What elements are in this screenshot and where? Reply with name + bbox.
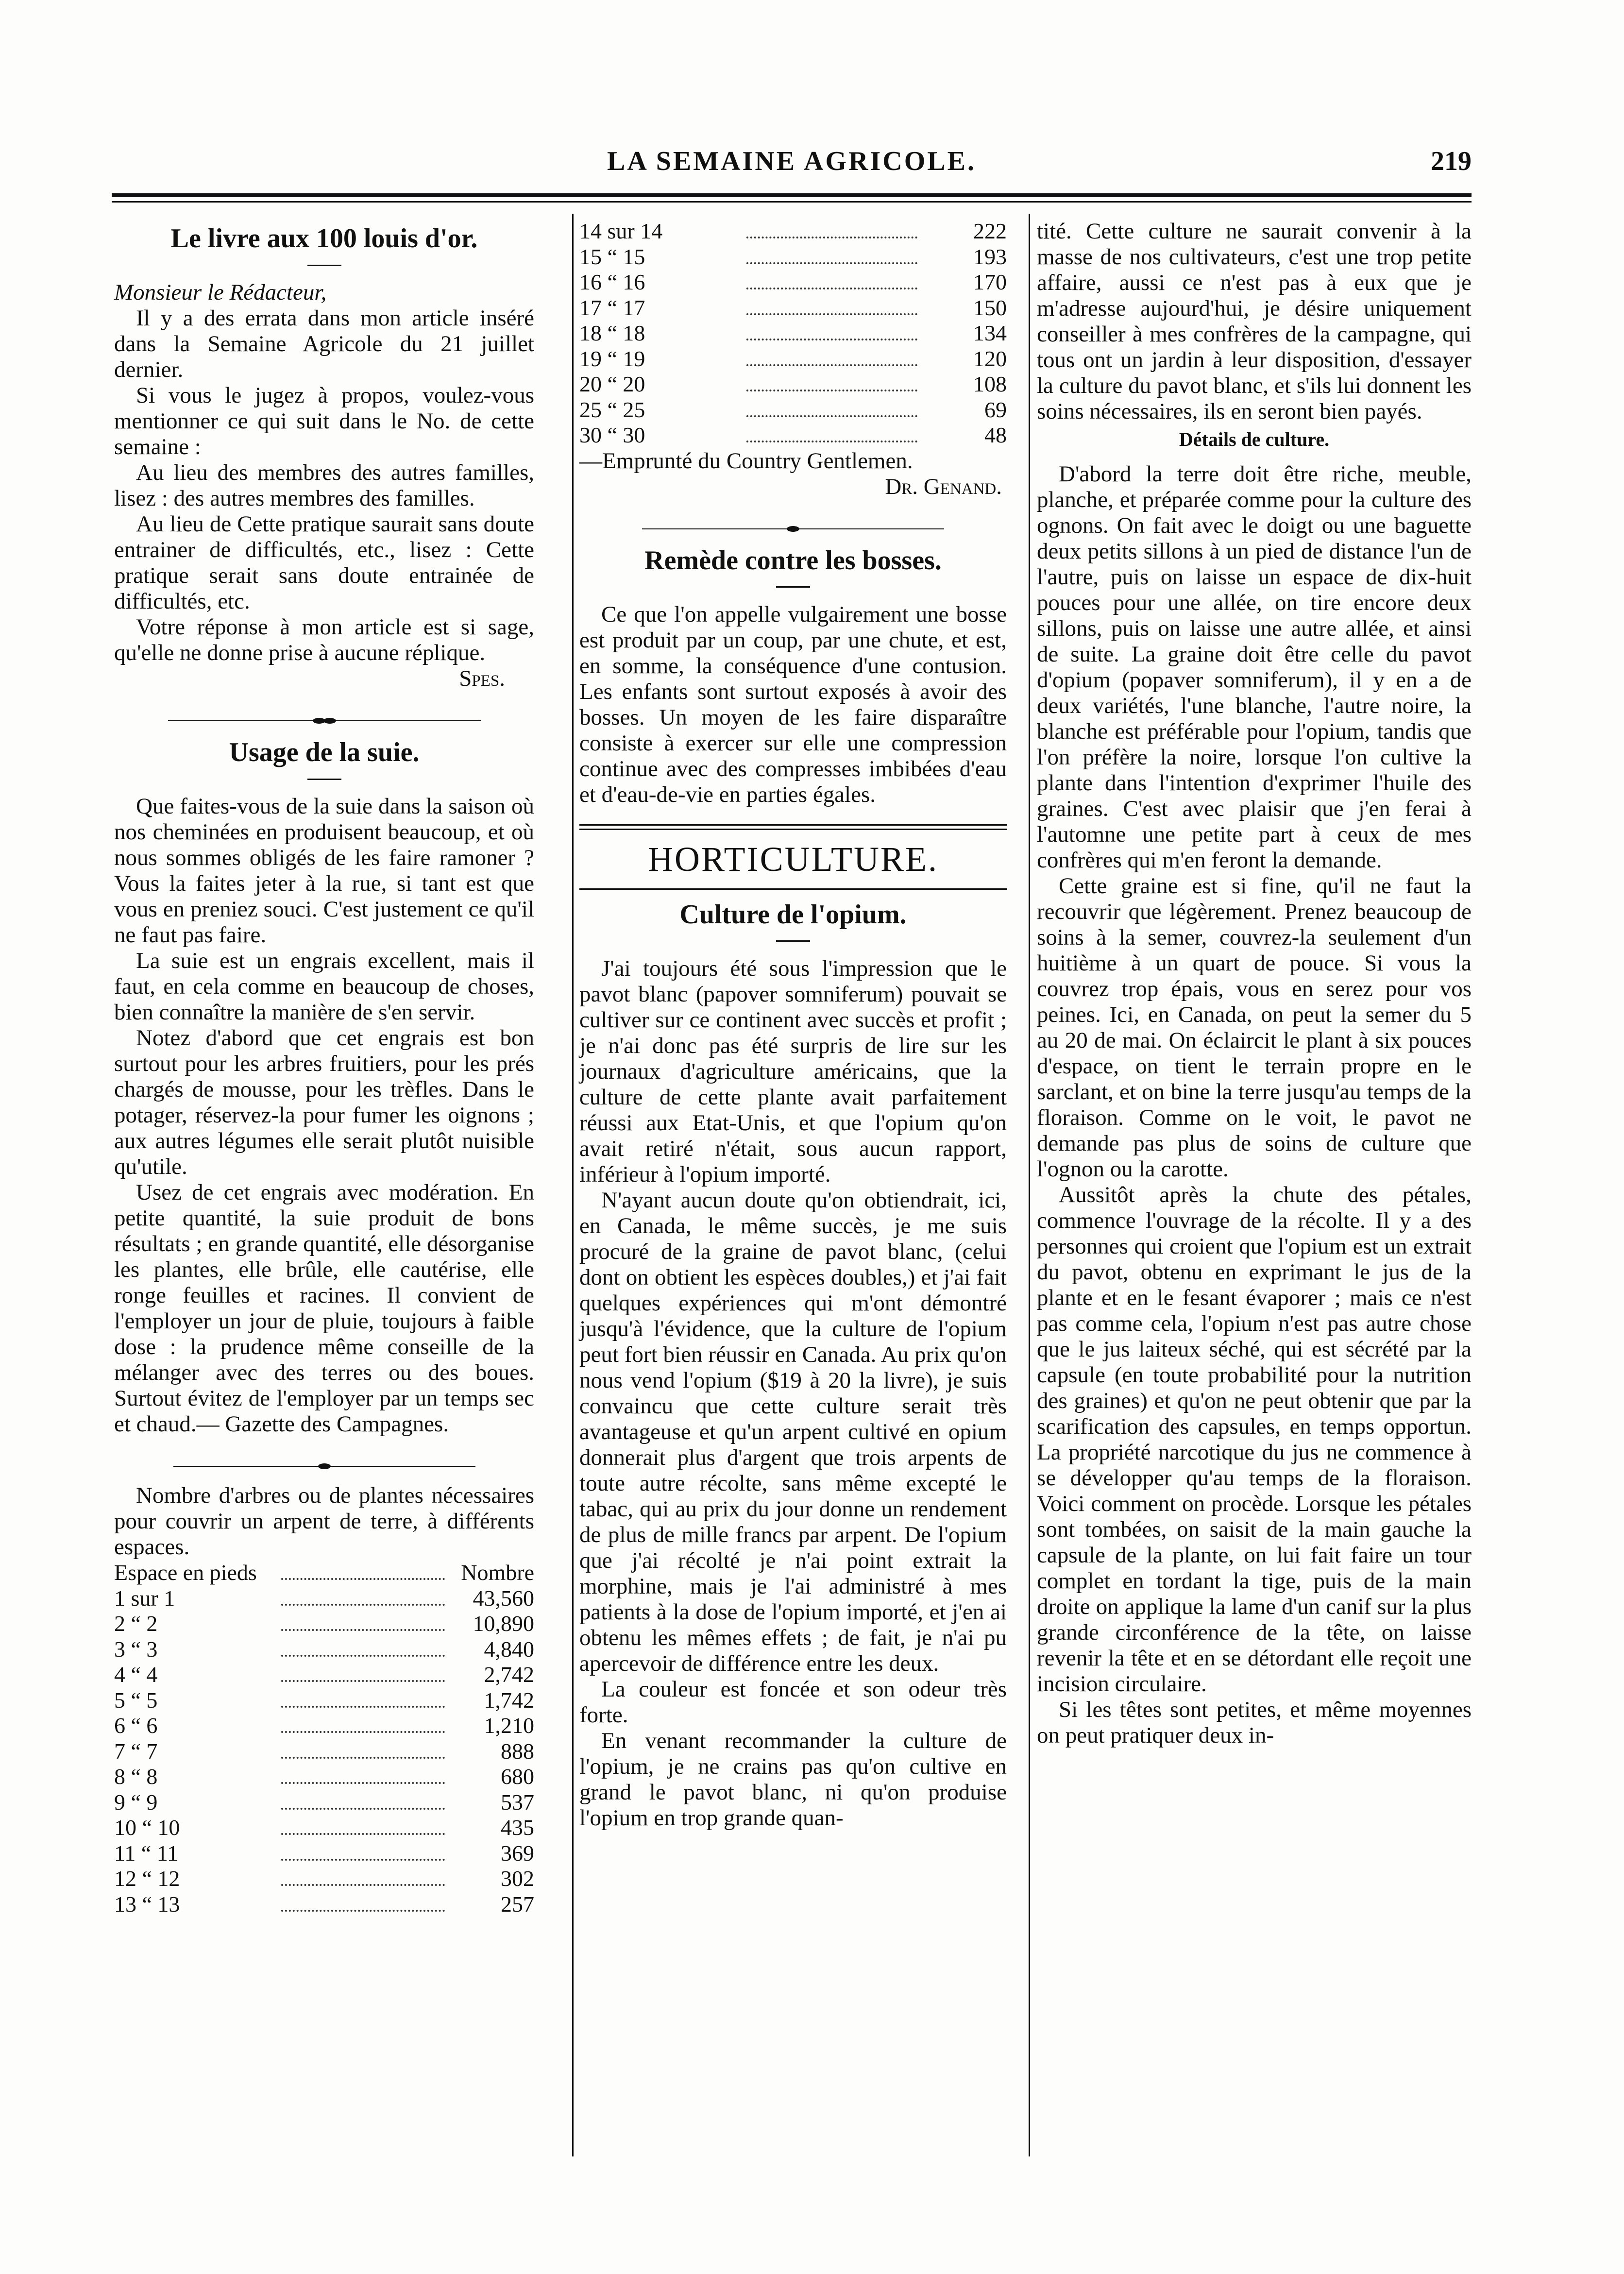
leader-dots	[740, 219, 924, 244]
count-cell: 108	[973, 372, 1007, 396]
separator-ornament	[579, 514, 1007, 529]
table-row	[114, 1662, 534, 1688]
spacing-cell: 18 “ 18	[579, 321, 645, 345]
count-cell: 888	[501, 1738, 534, 1764]
count-cell: 302	[501, 1866, 534, 1891]
running-title: LA SEMAINE AGRICOLE.	[607, 146, 976, 176]
table-row	[114, 1586, 534, 1612]
paragraph: Usez de cet engrais avec modération. En petite quantité, la suie produit de bons résultats ; en grande quantité, elle désorganise les plantes, elle brûle, elle cautérise, elle ronge feuilles et racines. Il convient de l'employer un jour de pluie, toujours à faible dose : la prudence même conseille de la mélanger avec des terres ou des boues. Surtout évitez de l'employer par un temps sec et chaud.— Gazette des Campagnes.	[114, 1180, 534, 1437]
leader-dots	[740, 270, 924, 295]
column-rule-left	[572, 214, 574, 2156]
table-row	[579, 397, 1007, 423]
spacing-cell: 13 “ 13	[114, 1891, 180, 1917]
spacing-cell: 8 “ 8	[114, 1764, 158, 1789]
spacing-cell: 14 sur 14	[579, 219, 663, 243]
paragraph: Cette graine est si fine, qu'il ne faut la recouvrir que légèrement. Prenez beaucoup de soins à la semer, couvrez-la seulement d'un huitième à un quart de pouce. Si vous la couvrez trop épais, vous en serez pour vos peines. Ici, en Canada, on peut la semer du 5 au 20 de mai. On éclaircit le plant à six pouces d'espace, on tient le terrain propre en le sarclant, et on bine la terre jusqu'au temps de la floraison. Comme on le voit, le pavot ne demande pas plus de soins de culture que l'ognon ou la carotte.	[1037, 873, 1472, 1182]
source-credit: —Emprunté du Country Gentlemen.	[579, 448, 913, 474]
leader-dots	[740, 321, 924, 346]
count-cell: 10,890	[473, 1611, 534, 1636]
paragraph: Ce que l'on appelle vulgairement une bosse est produit par un coup, par une chute, et est, en somme, la conséquence d'une contusion. Les enfants sont surtout exposés à avoir des bosses. Un moyen de les faire disparaître consiste à exercer sur elle une compression continue avec des compresses imbibées d'eau et d'eau-de-vie en parties égales.	[579, 601, 1007, 807]
table-row	[114, 1611, 534, 1637]
article-title: Le livre aux 100 louis d'or.	[170, 223, 478, 254]
leader-dots	[274, 1586, 452, 1612]
count-cell: 120	[973, 346, 1007, 371]
leader-dots	[740, 295, 924, 321]
spacing-cell: 2 “ 2	[114, 1611, 158, 1636]
leader-dots	[274, 1739, 452, 1765]
column-1	[114, 219, 534, 1917]
leader-dots	[274, 1892, 452, 1918]
page-number: 219	[1431, 146, 1472, 176]
signature: Spes.	[459, 666, 505, 691]
leader-dots	[740, 244, 924, 270]
paragraph: D'abord la terre doit être riche, meuble, planche, et préparée comme pour la culture des ognons. On fait avec le doigt ou une baguette deux petits sillons à un pied de distance l'un de l'autre, puis on laisse un espace de dix-huit pouces pour une allée, on tire encore deux sillons, puis on laisse une autre allée, et ainsi de suite. La graine doit être celle du pavot d'opium (popaver somniferum), il y en a de deux variétés, l'une blanche, l'autre noire, la blanche est préférable pour l'opium, tandis que l'on préfère la noire, lorsque l'on cultive la plante dans l'intention d'exprimer l'huile des graines. C'est avec plaisir que j'en ferai à l'automne une petite part à ceux de mes confrères qui m'en feront la demande.	[1037, 461, 1472, 873]
count-cell: 680	[501, 1764, 534, 1789]
header-rule-thick	[112, 193, 1472, 197]
count-cell: 43,560	[473, 1585, 534, 1611]
title-dash	[114, 767, 534, 787]
spacing-cell: 20 “ 20	[579, 372, 645, 396]
signature: Dr. Genand.	[885, 474, 1002, 499]
table-row	[114, 1815, 534, 1841]
paragraph: La couleur est foncée et son odeur très forte.	[579, 1676, 1007, 1728]
spacing-cell: 30 “ 30	[579, 423, 645, 447]
count-cell: 257	[501, 1891, 534, 1917]
spacing-cell: 15 “ 15	[579, 244, 645, 269]
paragraph: En venant recommander la culture de l'opium, je ne crains pas qu'on cultive en grand le pavot blanc, ni qu'on produise l'opium en trop grande quan-	[579, 1728, 1007, 1831]
count-cell: 1,210	[484, 1713, 534, 1738]
spacing-cell: 10 “ 10	[114, 1815, 180, 1840]
count-cell: 69	[984, 397, 1007, 422]
table-row	[114, 1866, 534, 1892]
leader-dots	[274, 1764, 452, 1790]
leader-dots	[274, 1815, 452, 1841]
table-row	[579, 423, 1007, 448]
section-heading: HORTICULTURE.	[647, 839, 939, 879]
paragraph: tité. Cette culture ne saurait convenir à la masse de nos cultivateurs, c'est une trop petite affaire, aussi ce n'est pas à eux que je m'adresse aujourd'hui, je désire uniquement conseiller à mes confrères de la campagne, qui tous ont un jardin à leur disposition, d'essayer la culture du pavot blanc, et s'ils lui donnent les soins nécessaires, ils en seront bien payés.	[1037, 219, 1472, 424]
table-header-right: Nombre	[461, 1560, 534, 1585]
count-cell: 4,840	[484, 1636, 534, 1662]
leader-dots	[740, 397, 924, 423]
paragraph: J'ai toujours été sous l'impression que le pavot blanc (papover somniferum) pouvait se cultiver sur ce continent avec succès et profit ; je n'ai donc pas été surpris de lire sur les journaux d'agriculture américains, que la culture de cette plante avait parfaitement réussi aux Etat-Unis, et que l'opium qu'on avait retiré n'était, sous aucun rapport, inférieur à l'opium importé.	[579, 955, 1007, 1187]
spacing-cell: 4 “ 4	[114, 1662, 158, 1687]
title-dash	[114, 254, 534, 273]
spacing-table-continued	[579, 219, 1007, 448]
spacing-cell: 17 “ 17	[579, 295, 645, 320]
spacing-cell: 9 “ 9	[114, 1789, 158, 1815]
leader-dots	[274, 1637, 452, 1663]
spacing-cell: 19 “ 19	[579, 346, 645, 371]
table-row	[114, 1713, 534, 1739]
spacing-cell: 7 “ 7	[114, 1738, 158, 1764]
leader-dots	[274, 1611, 452, 1637]
count-cell: 134	[973, 321, 1007, 345]
leader-dots	[740, 372, 924, 397]
paragraph: Nombre d'arbres ou de plantes nécessaires pour couvrir un arpent de terre, à différents espaces.	[114, 1483, 534, 1560]
paragraph: Si les têtes sont petites, et même moyennes on peut pratiquer deux in-	[1037, 1697, 1472, 1748]
count-cell: 537	[501, 1789, 534, 1815]
spacing-cell: 16 “ 16	[579, 270, 645, 294]
table-row	[579, 372, 1007, 397]
running-head	[112, 146, 1472, 189]
paragraph: N'ayant aucun doute qu'on obtiendrait, ici, en Canada, le même succès, je me suis procuré de la graine de pavot blanc, (celui dont on obtient les espèces doubles,) et j'ai fait quelques expériences qui m'ont démontré jusqu'à l'évidence, que la culture de l'opium peut fort bien réussir en Canada. Au prix qu'on nous vend l'opium ($19 à 20 la livre), je suis convaincu que cette culture serait très avantageuse et qu'un arpent cultivé en opium donnerait plus d'argent que trois arpents de toute autre récolte, sans même excepté le tabac, qui au prix du jour donne un rendement de plus de mille francs par arpent. De l'opium que j'ai récolté je n'ai point extrait la morphine, mais je l'ai administré à mes patients à la dose de l'opium importé, et j'en ai obtenu les mêmes effets ; de fait, je n'ai pu apercevoir de différence entre les deux.	[579, 1187, 1007, 1676]
leader-dots	[274, 1713, 452, 1739]
leader-dots	[274, 1560, 452, 1586]
paragraph: Au lieu de Cette pratique saurait sans doute entrainer de difficultés, etc., lisez : Cette pratique serait sans doute entrainée de difficultés, etc.	[114, 511, 534, 614]
separator-ornament	[114, 1452, 534, 1466]
spacing-cell: 12 “ 12	[114, 1866, 180, 1891]
count-cell: 2,742	[484, 1662, 534, 1687]
count-cell: 170	[973, 270, 1007, 294]
count-cell: 369	[501, 1840, 534, 1866]
leader-dots	[274, 1688, 452, 1714]
paragraph: Aussitôt après la chute des pétales, commence l'ouvrage de la récolte. Il y a des personnes qui croient que l'opium est un extrait du pavot, obtenu en exprimant le jus de la plante et en le fesant évaporer ; mais ce n'est pas comme cela, l'opium n'est pas autre chose que le jus laiteux séché, qui est sécrété par la capsule (en toute probabilité pour la nutrition des graines) et qu'on ne peut obtenir que par la scarification des capsules, en temps opportun. La propriété narcotique du jus ne commence à se développer qu'au temps de la floraison. Voici comment on procède. Lorsque les pétales sont tombées, on saisit de la main gauche la capsule de la plante, on lui fait faire un tour complet en tordant la tige, puis de la main droite on applique la lame d'un canif sur la plus grande circonférence de la tête, on laisse revenir la tête et en se détordant elle reçoit une incision circulaire.	[1037, 1182, 1472, 1697]
paragraph: Que faites-vous de la suie dans la saison où nos cheminées en produisent beaucoup, et où nous sommes obligés de les faire ramoner ? Vous la faites jeter à la rue, si tant est que vous en preniez souci. C'est justement ce qu'il ne faut pas faire.	[114, 794, 534, 948]
subheading: Détails de culture.	[1179, 428, 1330, 450]
table-row	[579, 219, 1007, 244]
spacing-cell: 1 sur 1	[114, 1585, 175, 1611]
table-row	[114, 1841, 534, 1867]
leader-dots	[740, 423, 924, 448]
table-row	[114, 1688, 534, 1714]
table-row	[579, 244, 1007, 270]
count-cell: 222	[973, 219, 1007, 243]
article-title: Culture de l'opium.	[679, 899, 907, 930]
leader-dots	[274, 1866, 452, 1892]
table-row	[579, 295, 1007, 321]
spacing-cell: 3 “ 3	[114, 1636, 158, 1662]
article-title: Remède contre les bosses.	[644, 545, 942, 576]
table-row	[114, 1892, 534, 1918]
header-rule-thin	[112, 201, 1472, 203]
count-cell: 48	[984, 423, 1007, 447]
paragraph: La suie est un engrais excellent, mais il faut, en cela comme en beaucoup de choses, bien connaître la manière de s'en servir.	[114, 948, 534, 1025]
column-rule-right	[1029, 214, 1030, 2156]
table-row	[579, 346, 1007, 372]
table-row	[114, 1637, 534, 1663]
table-row	[579, 321, 1007, 346]
spacing-cell: 25 “ 25	[579, 397, 645, 422]
title-dash	[579, 576, 1007, 595]
paragraph: Votre réponse à mon article est si sage, qu'elle ne donne prise à aucune réplique.	[114, 614, 534, 665]
table-row	[579, 270, 1007, 295]
leader-dots	[274, 1662, 452, 1688]
count-cell: 435	[501, 1815, 534, 1840]
section-rule	[579, 824, 1007, 830]
paragraph: Au lieu des membres des autres familles, lisez : des autres membres des familles.	[114, 460, 534, 511]
paragraph: Si vous le jugez à propos, voulez-vous mentionner ce qui suit dans le No. de cette semaine :	[114, 383, 534, 459]
section-rule	[579, 888, 1007, 890]
paragraph: Notez d'abord que cet engrais est bon surtout pour les arbres fruitiers, pour les prés chargés de mousse, pour les trèfles. Dans le potager, réservez-la pour fumer les oignons ; aux autres légumes elle serait plutôt nuisible qu'utile.	[114, 1025, 534, 1179]
greeting: Monsieur le Rédacteur,	[114, 280, 327, 305]
leader-dots	[740, 346, 924, 372]
spacing-cell: 6 “ 6	[114, 1713, 158, 1738]
article-title: Usage de la suie.	[229, 737, 420, 767]
table-row	[114, 1790, 534, 1816]
count-cell: 1,742	[484, 1687, 534, 1713]
leader-dots	[274, 1841, 452, 1867]
spacing-cell: 11 “ 11	[114, 1840, 179, 1866]
count-cell: 150	[973, 295, 1007, 320]
table-header-left: Espace en pieds	[114, 1560, 257, 1585]
spacing-table	[114, 1560, 534, 1917]
spacing-cell: 5 “ 5	[114, 1687, 158, 1713]
title-dash	[579, 930, 1007, 949]
column-2	[579, 219, 1007, 1831]
leader-dots	[274, 1790, 452, 1816]
separator-ornament	[114, 706, 534, 721]
table-row	[114, 1739, 534, 1765]
table-row	[114, 1764, 534, 1790]
paragraph: Il y a des errata dans mon article inséré dans la Semaine Agricole du 21 juillet dernier.	[114, 305, 534, 382]
column-3	[1037, 219, 1472, 1748]
table-header-row	[114, 1560, 534, 1586]
count-cell: 193	[973, 244, 1007, 269]
